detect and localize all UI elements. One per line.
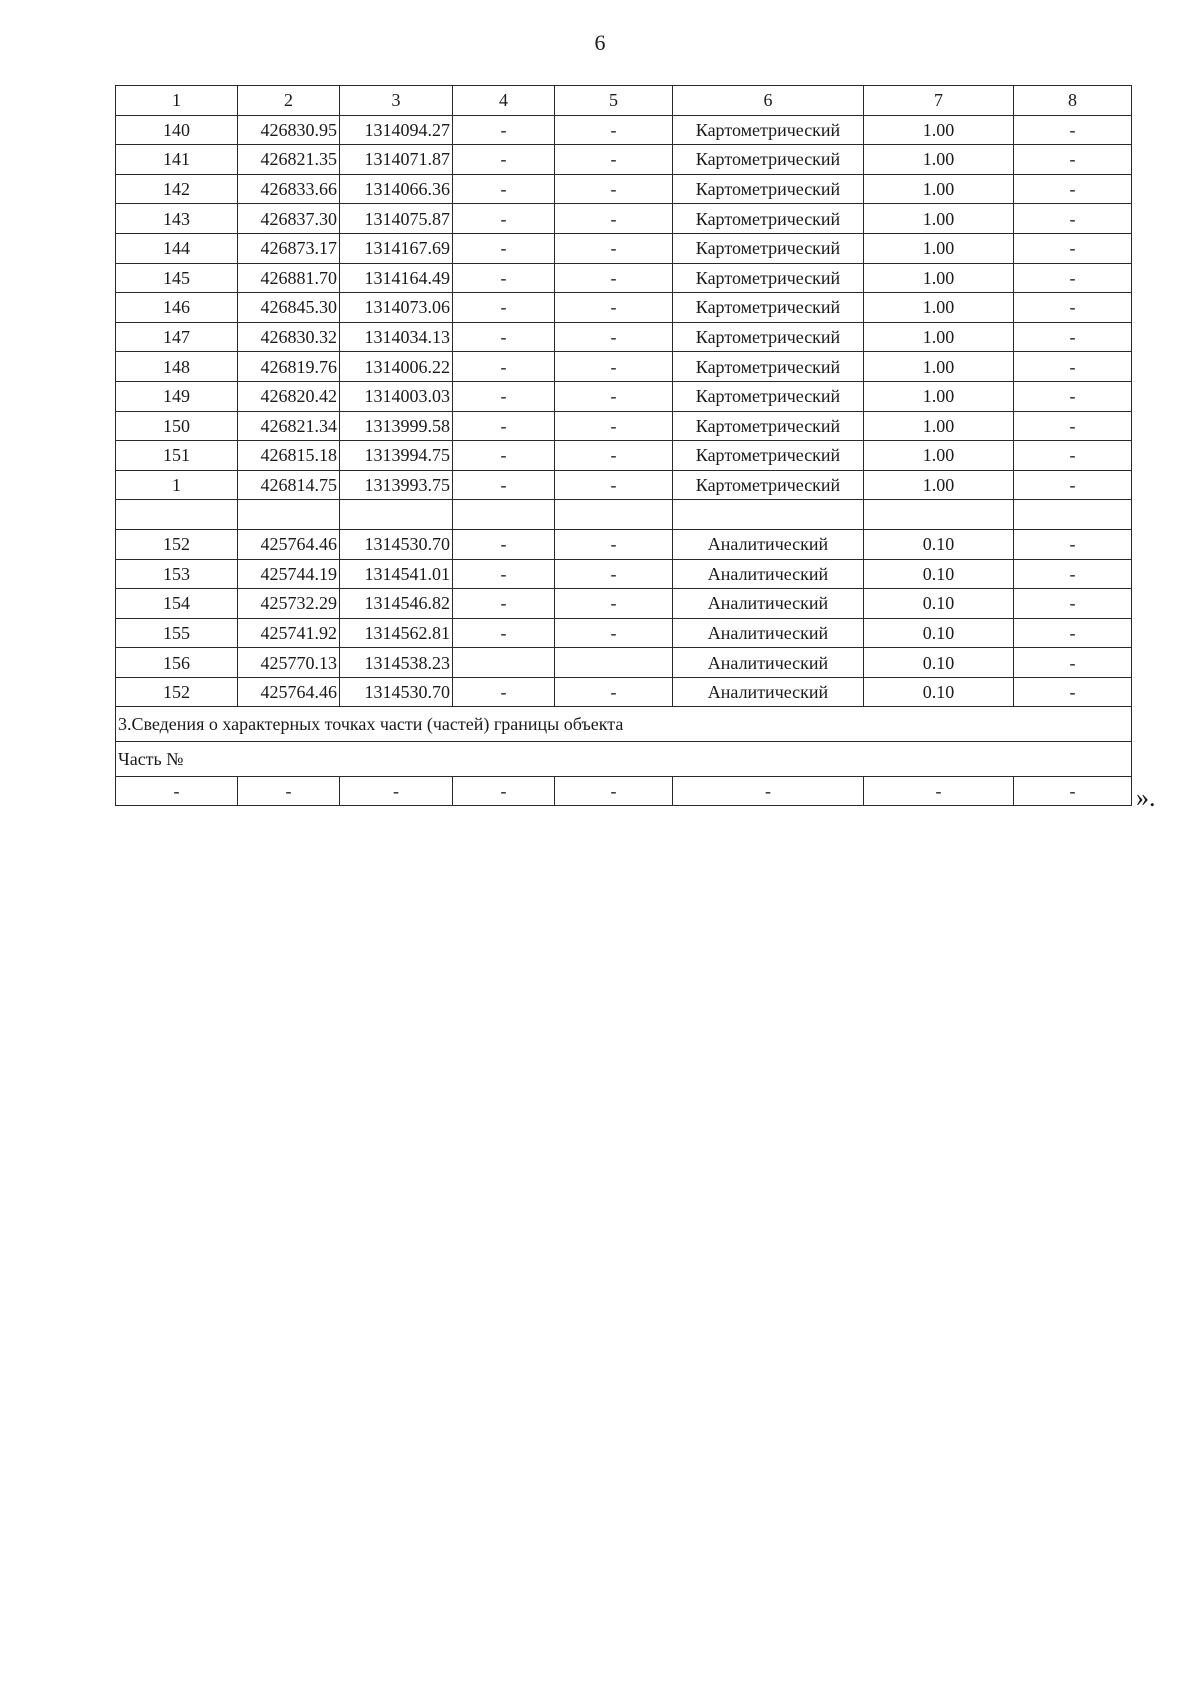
table-cell: 1314562.81 bbox=[340, 618, 453, 648]
table-cell: Картометрический bbox=[673, 322, 864, 352]
table-cell bbox=[555, 648, 673, 678]
header-cell: 2 bbox=[238, 86, 340, 116]
table-cell: 0.10 bbox=[864, 677, 1014, 707]
empty-cell bbox=[116, 500, 238, 530]
table-cell: - bbox=[555, 411, 673, 441]
table-cell: - bbox=[1014, 677, 1132, 707]
table-cell: 1.00 bbox=[864, 293, 1014, 323]
table-cell: - bbox=[555, 559, 673, 589]
table-row bbox=[116, 441, 1132, 471]
table-cell: 425764.46 bbox=[238, 529, 340, 559]
table-cell: Картометрический bbox=[673, 233, 864, 263]
table-cell: 1314541.01 bbox=[340, 559, 453, 589]
table-cell: - bbox=[1014, 381, 1132, 411]
table-cell: - bbox=[453, 470, 555, 500]
table-cell: - bbox=[555, 677, 673, 707]
table-cell: 147 bbox=[116, 322, 238, 352]
table-cell: 1314075.87 bbox=[340, 204, 453, 234]
section3-title: 3.Сведения о характерных точках части (частей) границы объекта bbox=[116, 707, 1132, 742]
table-cell: Аналитический bbox=[673, 648, 864, 678]
table-cell: - bbox=[453, 618, 555, 648]
table-cell: - bbox=[555, 204, 673, 234]
table-cell: 1314164.49 bbox=[340, 263, 453, 293]
table-cell: 426819.76 bbox=[238, 352, 340, 382]
table-row bbox=[116, 589, 1132, 619]
table-cell: 1314003.03 bbox=[340, 381, 453, 411]
table-cell: - bbox=[1014, 233, 1132, 263]
table-cell: - bbox=[1014, 441, 1132, 471]
empty-cell bbox=[238, 500, 340, 530]
table-cell: 152 bbox=[116, 529, 238, 559]
table-cell: - bbox=[453, 559, 555, 589]
table-cell: 1314006.22 bbox=[340, 352, 453, 382]
table-header-row bbox=[116, 86, 1132, 116]
header-cell: 8 bbox=[1014, 86, 1132, 116]
table-cell: 146 bbox=[116, 293, 238, 323]
table-cell: 426830.32 bbox=[238, 322, 340, 352]
empty-cell bbox=[555, 500, 673, 530]
table-cell: 426815.18 bbox=[238, 441, 340, 471]
table-cell: 151 bbox=[116, 441, 238, 471]
empty-separator-row bbox=[116, 500, 1132, 530]
table-cell: - bbox=[453, 233, 555, 263]
table-cell: Картометрический bbox=[673, 293, 864, 323]
table-cell: - bbox=[555, 529, 673, 559]
header-cell: 3 bbox=[340, 86, 453, 116]
table-row bbox=[116, 145, 1132, 175]
table-cell: - bbox=[453, 529, 555, 559]
table-cell: 1.00 bbox=[864, 381, 1014, 411]
table-cell: - bbox=[1014, 145, 1132, 175]
table-cell: 426821.34 bbox=[238, 411, 340, 441]
table-cell: Аналитический bbox=[673, 618, 864, 648]
table-cell: - bbox=[453, 322, 555, 352]
table-cell: - bbox=[555, 381, 673, 411]
table-cell: - bbox=[453, 174, 555, 204]
table-cell: 426833.66 bbox=[238, 174, 340, 204]
part-cell: - bbox=[673, 777, 864, 806]
table-cell: 1.00 bbox=[864, 470, 1014, 500]
part-cell: - bbox=[1014, 777, 1132, 806]
table-cell: - bbox=[1014, 648, 1132, 678]
table-cell: - bbox=[453, 204, 555, 234]
table-cell: 143 bbox=[116, 204, 238, 234]
table-cell: Картометрический bbox=[673, 263, 864, 293]
table-cell: Аналитический bbox=[673, 529, 864, 559]
table-cell: 1.00 bbox=[864, 174, 1014, 204]
table-cell: 1.00 bbox=[864, 233, 1014, 263]
table-cell: - bbox=[453, 677, 555, 707]
table-row bbox=[116, 233, 1132, 263]
table-cell: - bbox=[453, 441, 555, 471]
section3-title-row bbox=[116, 707, 1132, 742]
table-cell: 1314073.06 bbox=[340, 293, 453, 323]
table-cell: - bbox=[453, 263, 555, 293]
table-cell: 1314167.69 bbox=[340, 233, 453, 263]
table-cell: 1.00 bbox=[864, 441, 1014, 471]
table-cell: 1.00 bbox=[864, 263, 1014, 293]
header-cell: 7 bbox=[864, 86, 1014, 116]
table-cell: 0.10 bbox=[864, 589, 1014, 619]
table-cell: - bbox=[1014, 204, 1132, 234]
table-cell: Картометрический bbox=[673, 174, 864, 204]
table-cell: 1314071.87 bbox=[340, 145, 453, 175]
table-cell: - bbox=[555, 263, 673, 293]
table-cell: - bbox=[1014, 352, 1132, 382]
table-cell: 426837.30 bbox=[238, 204, 340, 234]
table-cell: 142 bbox=[116, 174, 238, 204]
table-cell: 155 bbox=[116, 618, 238, 648]
table-cell: 425741.92 bbox=[238, 618, 340, 648]
part-cell: - bbox=[238, 777, 340, 806]
table-cell: Картометрический bbox=[673, 145, 864, 175]
table-cell: 1314066.36 bbox=[340, 174, 453, 204]
table-row bbox=[116, 559, 1132, 589]
part-cell: - bbox=[116, 777, 238, 806]
table-row bbox=[116, 352, 1132, 382]
table-cell: - bbox=[453, 381, 555, 411]
table-cell: - bbox=[1014, 411, 1132, 441]
table-cell: 1314530.70 bbox=[340, 677, 453, 707]
table-cell: 145 bbox=[116, 263, 238, 293]
table-cell: Картометрический bbox=[673, 381, 864, 411]
table-row bbox=[116, 204, 1132, 234]
table-cell: - bbox=[555, 322, 673, 352]
table-cell bbox=[453, 648, 555, 678]
table-cell: Аналитический bbox=[673, 589, 864, 619]
table-row bbox=[116, 618, 1132, 648]
table-cell: 1313993.75 bbox=[340, 470, 453, 500]
table-cell: 426881.70 bbox=[238, 263, 340, 293]
table-cell: - bbox=[1014, 529, 1132, 559]
table-cell: 426820.42 bbox=[238, 381, 340, 411]
table-cell: 0.10 bbox=[864, 648, 1014, 678]
table-row bbox=[116, 529, 1132, 559]
part-values-row bbox=[116, 777, 1132, 806]
part-label: Часть № bbox=[116, 742, 1132, 777]
table-cell: 426814.75 bbox=[238, 470, 340, 500]
header-cell: 5 bbox=[555, 86, 673, 116]
table-cell: 1314538.23 bbox=[340, 648, 453, 678]
closing-quote: ». bbox=[1136, 783, 1156, 812]
table-cell: - bbox=[555, 293, 673, 323]
table-row bbox=[116, 648, 1132, 678]
empty-cell bbox=[1014, 500, 1132, 530]
table-cell: - bbox=[555, 589, 673, 619]
table-cell: 153 bbox=[116, 559, 238, 589]
table-row bbox=[116, 263, 1132, 293]
table-cell: - bbox=[555, 115, 673, 145]
table-cell: - bbox=[453, 589, 555, 619]
table-cell: Картометрический bbox=[673, 441, 864, 471]
table-cell: 426845.30 bbox=[238, 293, 340, 323]
table-body bbox=[116, 86, 1132, 806]
table-cell: 141 bbox=[116, 145, 238, 175]
table-cell: - bbox=[555, 145, 673, 175]
table-cell: 426821.35 bbox=[238, 145, 340, 175]
part-cell: - bbox=[340, 777, 453, 806]
table-cell: 156 bbox=[116, 648, 238, 678]
table-cell: Картометрический bbox=[673, 115, 864, 145]
header-cell: 6 bbox=[673, 86, 864, 116]
table-cell: - bbox=[1014, 174, 1132, 204]
table-cell: 1314034.13 bbox=[340, 322, 453, 352]
table-cell: Картометрический bbox=[673, 204, 864, 234]
table-cell: - bbox=[1014, 559, 1132, 589]
table-row bbox=[116, 677, 1132, 707]
table-cell: 1.00 bbox=[864, 145, 1014, 175]
table-row bbox=[116, 322, 1132, 352]
table-cell: - bbox=[1014, 293, 1132, 323]
header-cell: 4 bbox=[453, 86, 555, 116]
table-cell: - bbox=[453, 411, 555, 441]
table-cell: 1.00 bbox=[864, 204, 1014, 234]
table-cell: - bbox=[555, 441, 673, 471]
table-cell: 1313994.75 bbox=[340, 441, 453, 471]
table-cell: 154 bbox=[116, 589, 238, 619]
table-cell: - bbox=[453, 145, 555, 175]
table-cell: 1.00 bbox=[864, 352, 1014, 382]
table-cell: - bbox=[1014, 589, 1132, 619]
table-cell: 144 bbox=[116, 233, 238, 263]
table-cell: - bbox=[1014, 115, 1132, 145]
table-cell: - bbox=[453, 115, 555, 145]
table-cell: 1.00 bbox=[864, 322, 1014, 352]
empty-cell bbox=[340, 500, 453, 530]
table-cell: - bbox=[1014, 618, 1132, 648]
part-cell: - bbox=[453, 777, 555, 806]
table-row bbox=[116, 411, 1132, 441]
table-cell: 0.10 bbox=[864, 529, 1014, 559]
part-cell: - bbox=[864, 777, 1014, 806]
table-cell: 0.10 bbox=[864, 559, 1014, 589]
table-cell: 149 bbox=[116, 381, 238, 411]
table-cell: - bbox=[555, 233, 673, 263]
part-label-row bbox=[116, 742, 1132, 777]
table-cell: - bbox=[1014, 470, 1132, 500]
page-number: 6 bbox=[594, 30, 606, 55]
empty-cell bbox=[673, 500, 864, 530]
table-row bbox=[116, 293, 1132, 323]
table-cell: Аналитический bbox=[673, 677, 864, 707]
empty-cell bbox=[864, 500, 1014, 530]
table-cell: 425732.29 bbox=[238, 589, 340, 619]
table-cell: 1314094.27 bbox=[340, 115, 453, 145]
table-cell: 1314546.82 bbox=[340, 589, 453, 619]
table-cell: - bbox=[555, 470, 673, 500]
empty-cell bbox=[453, 500, 555, 530]
table-cell: 425744.19 bbox=[238, 559, 340, 589]
table-cell: 1314530.70 bbox=[340, 529, 453, 559]
table-cell: 426830.95 bbox=[238, 115, 340, 145]
table-cell: 1313999.58 bbox=[340, 411, 453, 441]
part-cell: - bbox=[555, 777, 673, 806]
table-cell: - bbox=[555, 352, 673, 382]
table-cell: - bbox=[555, 618, 673, 648]
table-cell: 152 bbox=[116, 677, 238, 707]
table-cell: - bbox=[1014, 322, 1132, 352]
table-cell: Аналитический bbox=[673, 559, 864, 589]
table-row bbox=[116, 115, 1132, 145]
table-cell: 425770.13 bbox=[238, 648, 340, 678]
table-cell: 426873.17 bbox=[238, 233, 340, 263]
table-cell: Картометрический bbox=[673, 352, 864, 382]
table-cell: 1.00 bbox=[864, 115, 1014, 145]
table-cell: - bbox=[1014, 263, 1132, 293]
table-row bbox=[116, 470, 1132, 500]
table-cell: 140 bbox=[116, 115, 238, 145]
table-row bbox=[116, 381, 1132, 411]
table-cell: 0.10 bbox=[864, 618, 1014, 648]
table-cell: 150 bbox=[116, 411, 238, 441]
table-cell: 148 bbox=[116, 352, 238, 382]
table-cell: - bbox=[453, 293, 555, 323]
table-row bbox=[116, 174, 1132, 204]
header-cell: 1 bbox=[116, 86, 238, 116]
table-cell: Картометрический bbox=[673, 470, 864, 500]
table-cell: 1 bbox=[116, 470, 238, 500]
table-cell: - bbox=[453, 352, 555, 382]
table-cell: 425764.46 bbox=[238, 677, 340, 707]
table-cell: - bbox=[555, 174, 673, 204]
table-cell: 1.00 bbox=[864, 411, 1014, 441]
table-cell: Картометрический bbox=[673, 411, 864, 441]
boundary-points-table bbox=[115, 85, 1132, 806]
